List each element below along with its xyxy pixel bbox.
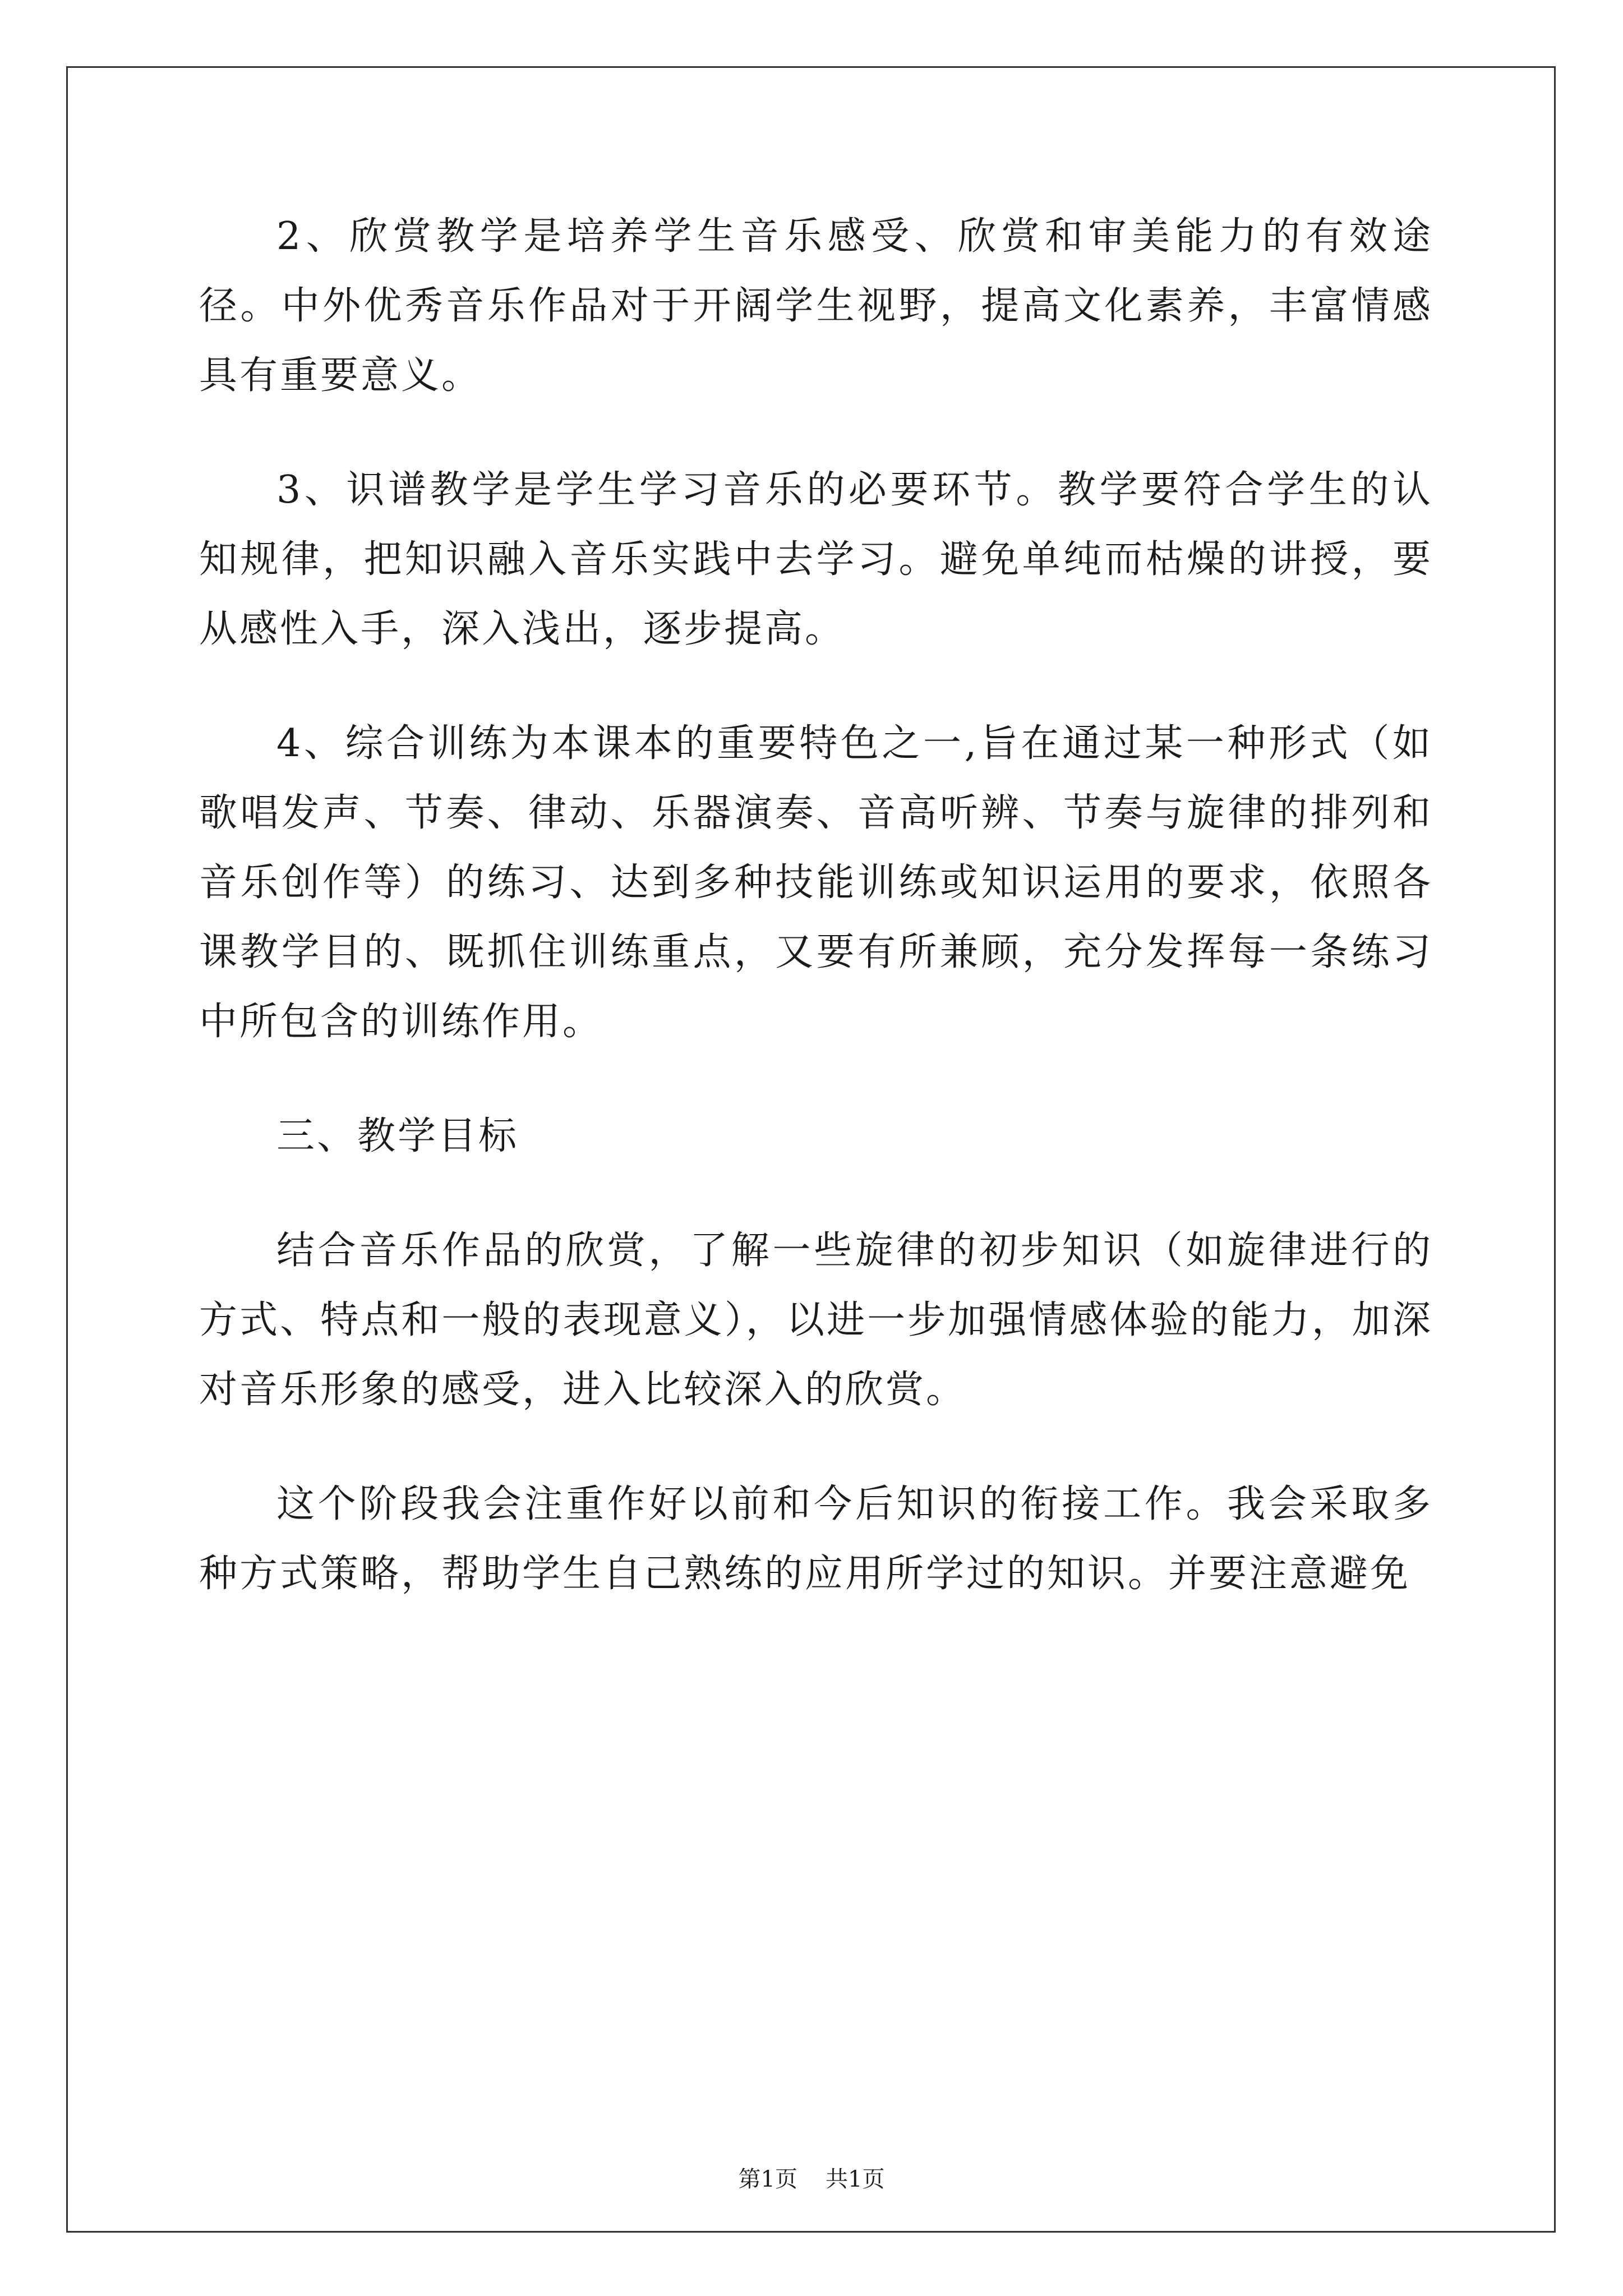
paragraph-notation-teaching: 3、识谱教学是学生学习音乐的必要环节。教学要符合学生的认知规律，把知识融入音乐实践中去学习。避免单纯而枯燥的讲授，要从感性入手，深入浅出，逐步提高。 [199, 468, 1433, 651]
paragraph-melody-knowledge: 结合音乐作品的欣赏，了解一些旋律的初步知识（如旋律进行的方式、特点和一般的表现意义），以进一步加强情感体验的能力，加深对音乐形象的感受，进入比较深入的欣赏。 [199, 1228, 1433, 1412]
paragraph-appreciation-teaching: 2、欣赏教学是培养学生音乐感受、欣赏和审美能力的有效途径。中外优秀音乐作品对于开阔学生视野，提高文化素养，丰富情感具有重要意义。 [199, 214, 1433, 398]
page-total: 共1页 [826, 2166, 885, 2192]
paragraph-knowledge-connection: 这个阶段我会注重作好以前和今后知识的衔接工作。我会采取多种方式策略，帮助学生自己熟练的应用所学过的知识。并要注意避免 [199, 1482, 1433, 1596]
page-number: 第1页 [738, 2166, 797, 2192]
section-heading-teaching-goals: 三、教学目标 [276, 1114, 519, 1158]
document-body [199, 202, 1433, 1654]
page-footer [0, 2165, 1623, 2193]
paragraph-comprehensive-training: 4、综合训练为本课本的重要特色之一,旨在通过某一种形式（如歌唱发声、节奏、律动、乐器演奏、音高听辨、节奏与旋律的排列和音乐创作等）的练习、达到多种技能训练或知识运用的要求，依照各课教学目的、既抓住训练重点，又要有所兼顾，充分发挥每一条练习中所包含的训练作用。 [199, 721, 1433, 1044]
